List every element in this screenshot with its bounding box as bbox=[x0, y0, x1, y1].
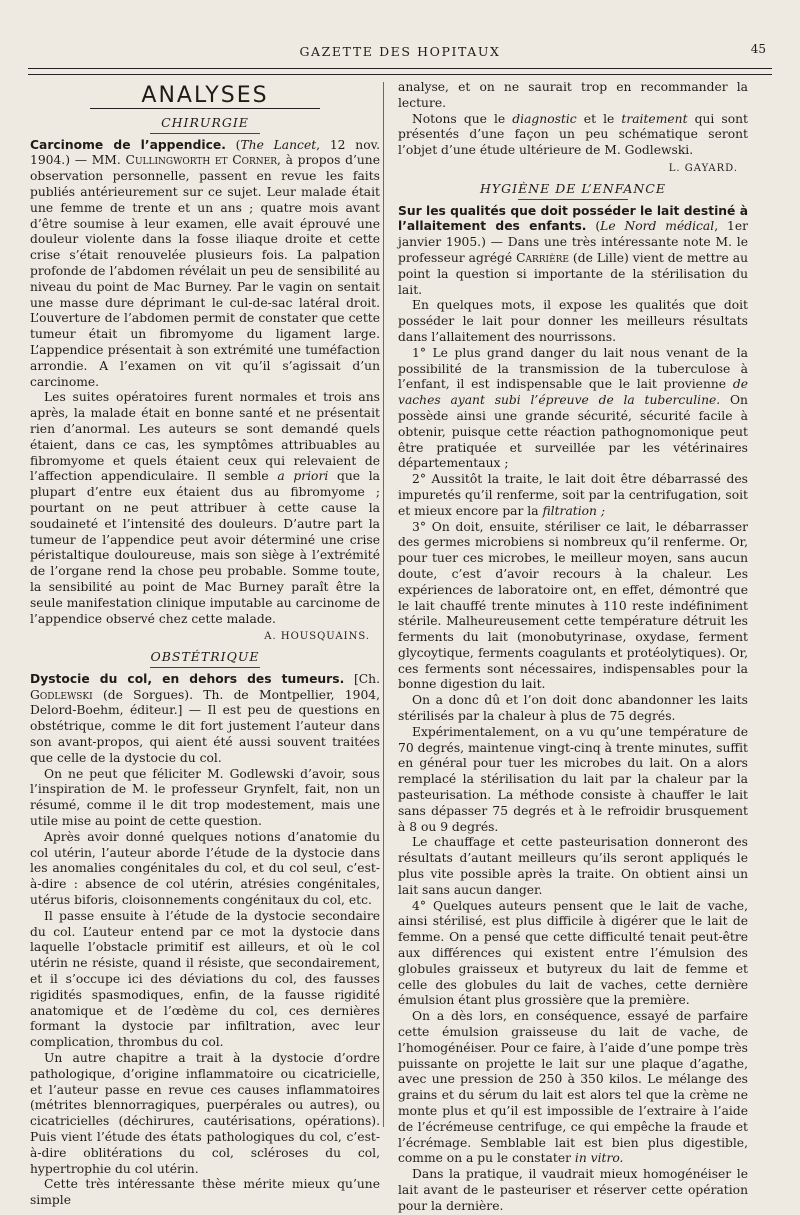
article-paragraph: Un autre chapitre a trait à la dystocie d’ordre pathologique, d’origine inflammatoire ou cicatricielle, et l’auteur passe en revue ces causes inflammatoires (métrites blennorragiques, puerpérales ou autres), ou cicatricielles (déchirures, cautérisations, opérations). Puis vient l’étude des états pathologiques du col, c’est-à-dire oblitérations du col, scléroses du col, hypertrophie du col utérin. bbox=[30, 1051, 380, 1176]
section-underline bbox=[518, 199, 628, 200]
article-paragraph: 2° Aussitôt la traite, le lait doit être débarrassé des impuretés qu’il renferme, soit par la centrifugation, soit et mieux encore par la filtration ; bbox=[398, 472, 748, 518]
article-paragraph: analyse, et on ne saurait trop en recommander la lecture. bbox=[398, 80, 748, 110]
article-carcinome-p2: Les suites opératoires furent normales et trois ans après, la malade était en bonne santé et ne présentait rien d’anormal. Les auteurs se sont demandé quels étaient, dans ce cas, les symptômes attribuables au fibromyome et quels étaient ceux qui relevaient de l’affection appendiculaire. Il semble a priori que la plupart d’entre eux étaient dus au fibromyome ; pourtant on ne peut attribuer à cette cause la soudaineté et l’intensité des douleurs. D’autre part la tumeur de l’appendice peut avoir déterminé une crise péristaltique douloureuse, mais son siège à l’extrémité de l’organe rend la chose peu probable. Somme toute, la sensibilité au point de Mac Burney paraît être la seule manifestation clinique imputable au carcinome de l’appendice observé chez cette malade. bbox=[30, 390, 381, 626]
article-dystocie-p1: Dystocie du col, en dehors des tumeurs. [Ch. Godlewski (de Sorgues). Th. de Montpellier, 1904, Delord-Boehm, éditeur.] — Il est peu de questions en obstétrique, comme le dit fort justement l’auteur dans son avant-propos, qui aient été aussi souvent traitées que celle de la dystocie du col. bbox=[30, 671, 380, 765]
section-title-hygiene: HYGIÈNE DE L’ENFANCE bbox=[480, 180, 666, 196]
article-paragraph: En quelques mots, il expose les qualités que doit posséder le lait pour donner les meilleurs résultats dans l’allaitement des nourrissons. bbox=[398, 298, 748, 344]
section-title-chirurgie: CHIRURGIE bbox=[161, 114, 249, 130]
article-paragraph: Expérimentalement, on a vu qu’une température de 70 degrés, maintenue vingt-cinq à trente minutes, suffit en général pour tuer les microbes du lait. On a alors remplacé la stérilisation du lait par la chaleur par la pasteurisation. La méthode consiste à chauffer le lait sans dépasser 75 degrés et à le refroidir brusquement à 8 ou 9 degrés. bbox=[398, 724, 748, 834]
page-number: 45 bbox=[750, 42, 766, 56]
source-journal: Le Nord médical bbox=[600, 219, 715, 234]
article-paragraph: Cette très intéressante thèse mérite mieux qu’une simple bbox=[30, 1177, 380, 1208]
article-paragraph: Le chauffage et cette pasteurisation donneront des résultats d’autant meilleurs qu’ils seront appliqués le plus vite possible après la traite. On obtient ainsi un lait sans aucun danger. bbox=[398, 835, 748, 897]
article-paragraph: On a donc dû et l’on doit donc abandonner les laits stérilisés par la chaleur à plus de 75 degrés. bbox=[398, 693, 748, 724]
source-journal: The Lancet bbox=[240, 137, 317, 152]
column-divider bbox=[383, 82, 384, 1127]
header-rule-secondary bbox=[28, 74, 772, 75]
running-title: GAZETTE DES HOPITAUX bbox=[299, 44, 501, 59]
right-column bbox=[398, 80, 748, 1215]
header-rule bbox=[28, 68, 772, 69]
section-underline bbox=[150, 133, 260, 134]
authors: Cullingworth et Corner bbox=[125, 153, 277, 168]
article-paragraph: Notons que le diagnostic et le traitement qui sont présentés d’une façon un peu schématique seront l’objet d’une étude ultérieure de M. Godlewski. bbox=[398, 111, 748, 158]
article-title: Sur les qualités que doit posséder le lait destiné à l’allaitement des enfants. bbox=[398, 203, 748, 234]
article-paragraph: Il passe ensuite à l’étude de la dystocie secondaire du col. L’auteur entend par ce mot la dystocie dans laquelle l’obstacle primitif est ailleurs, et où le col utérin ne résiste, quand il résiste, que secondairement, et il s’occupe ici des déviations du col, des fausses rigidités spasmodiques, enfin, de la fausse rigidité anatomique et de l’œdème du col, ces dernières formant la dystocie par infiltration, avec leur complication, thrombus du col. bbox=[30, 908, 380, 1050]
authors: Godlewski bbox=[30, 687, 93, 702]
article-signature: L. GAYARD. bbox=[668, 162, 738, 174]
article-paragraph: 3° On doit, ensuite, stériliser ce lait, le débarrasser des germes microbiens si nombreux qu’il renferme. Or, pour tuer ces microbes, le meilleur moyen, sans aucun doute, c’est d’avoir recours à la chaleur. Les expériences de laboratoire ont, en effet, démontré que le lait chauffé trente minutes à 110 reste indéfiniment stérile. Malheureusement cette température détruit les ferments du lait (monobutyrinase, oxydase, ferment glycoytique, ferments coagulants et protéolytiques). Or, ces ferments sont nécessaires, indispensables pour la bonne digestion du lait. bbox=[398, 519, 748, 692]
article-title: Carcinome de l’appendice. bbox=[30, 137, 226, 152]
article-paragraph: On a dès lors, en conséquence, essayé de parfaire cette émulsion graisseuse du lait de vache, de l’homogénéiser. Pour ce faire, à l’aide d’une pompe très puissante on projette le lait sur une plaque d’agathe, avec une pression de 250 à 350 kilos. Le mélange des grains et du sérum du lait est alors tel que la crème ne monte plus et qu’il est impossible de l’extraire à l’aide de l’écrémeuse centrifuge, ce qui empêche la fraude et l’écrémage. Semblable lait est bien plus digestible, comme on a pu le constater in vitro. bbox=[398, 1009, 748, 1166]
section-title-obstetrique: OBSTÉTRIQUE bbox=[150, 649, 260, 665]
article-paragraph: 4° Quelques auteurs pensent que le lait de vache, ainsi stérilisé, est plus difficile à digérer que le lait de femme. On a pensé que cette difficulté tenait peut-être aux différences qui existent entre l’émulsion des globules graisseux et butyreux du lait de femme et celle des globules du lait de vaches, cette dernière émulsion étant plus grossière que la première. bbox=[398, 898, 748, 1008]
article-title: Dystocie du col, en dehors des tumeurs. bbox=[30, 671, 345, 686]
article-signature: A. HOUSQUAINS. bbox=[264, 631, 370, 643]
analyses-heading: ANALYSES bbox=[141, 83, 269, 108]
page-header bbox=[0, 44, 800, 66]
article-lait-p1: Sur les qualités que doit posséder le lait destiné à l’allaitement des enfants. (Le Nord médical, 1er janvier 1905.) — Dans une très intéressante note M. le professeur agrégé Carrière (de Lille) vient de mettre au point la question si importante de la stérilisation du lait. bbox=[398, 203, 748, 297]
article-paragraph: Dans la pratique, il vaudrait mieux homogénéiser le lait avant de le pasteuriser et réserver cette opération pour la dernière. bbox=[398, 1167, 748, 1213]
section-underline bbox=[150, 667, 260, 668]
authors: Carrière bbox=[516, 250, 569, 265]
left-column bbox=[30, 80, 380, 1209]
article-paragraph: 1° Le plus grand danger du lait nous venant de la possibilité de la transmission de la tuberculose à l’enfant, il est indispensable que le lait provienne de vaches ayant subi l’épreuve de la tuberculine. On possède ainsi une grande sécurité, sécurité facile à obtenir, puisque cette réaction pathognomonique peut être pratiquée et surveillée par les vétérinaires départementaux ; bbox=[398, 345, 748, 471]
article-carcinome-p1: Carcinome de l’appendice. (The Lancet, 12 nov. 1904.) — MM. Cullingworth et Corner, à propos d’une observation personnelle, passent en revue les faits publiés antérieurement sur ce sujet. Leur malade était une femme de trente et un ans ; quatre mois avant d’être soumise à leur examen, elle avait éprouvé une douleur violente dans la fosse iliaque droite et cette crise s’était renouvelée plusieurs fois. La palpation profonde de l’abdomen révélait un peu de sensibilité au niveau du point de Mac Burney. Par le vagin on sentait une masse dure déprimant le cul-de-sac latéral droit. L’ouverture de l’abdomen permit de constater que cette tumeur était un fibromyome du ligament large. L’appendice présentait à son extrémité une tuméfaction arrondie. A l’examen on vit qu’il s’agissait d’un carcinome. bbox=[30, 137, 380, 389]
article-paragraph: On ne peut que féliciter M. Godlewski d’avoir, sous l’inspiration de M. le professeur Grynfelt, fait, non un résumé, comme il le dit trop modestement, mais une utile mise au point de cette question. bbox=[30, 766, 380, 829]
article-paragraph: Après avoir donné quelques notions d’anatomie du col utérin, l’auteur aborde l’étude de la dystocie dans les anomalies congénitales du col, et du col seul, c’est-à-dire : absence de col utérin, atrésies congénitales, utérus biforis, cloisonnements congénitaux du col, etc. bbox=[30, 829, 380, 908]
